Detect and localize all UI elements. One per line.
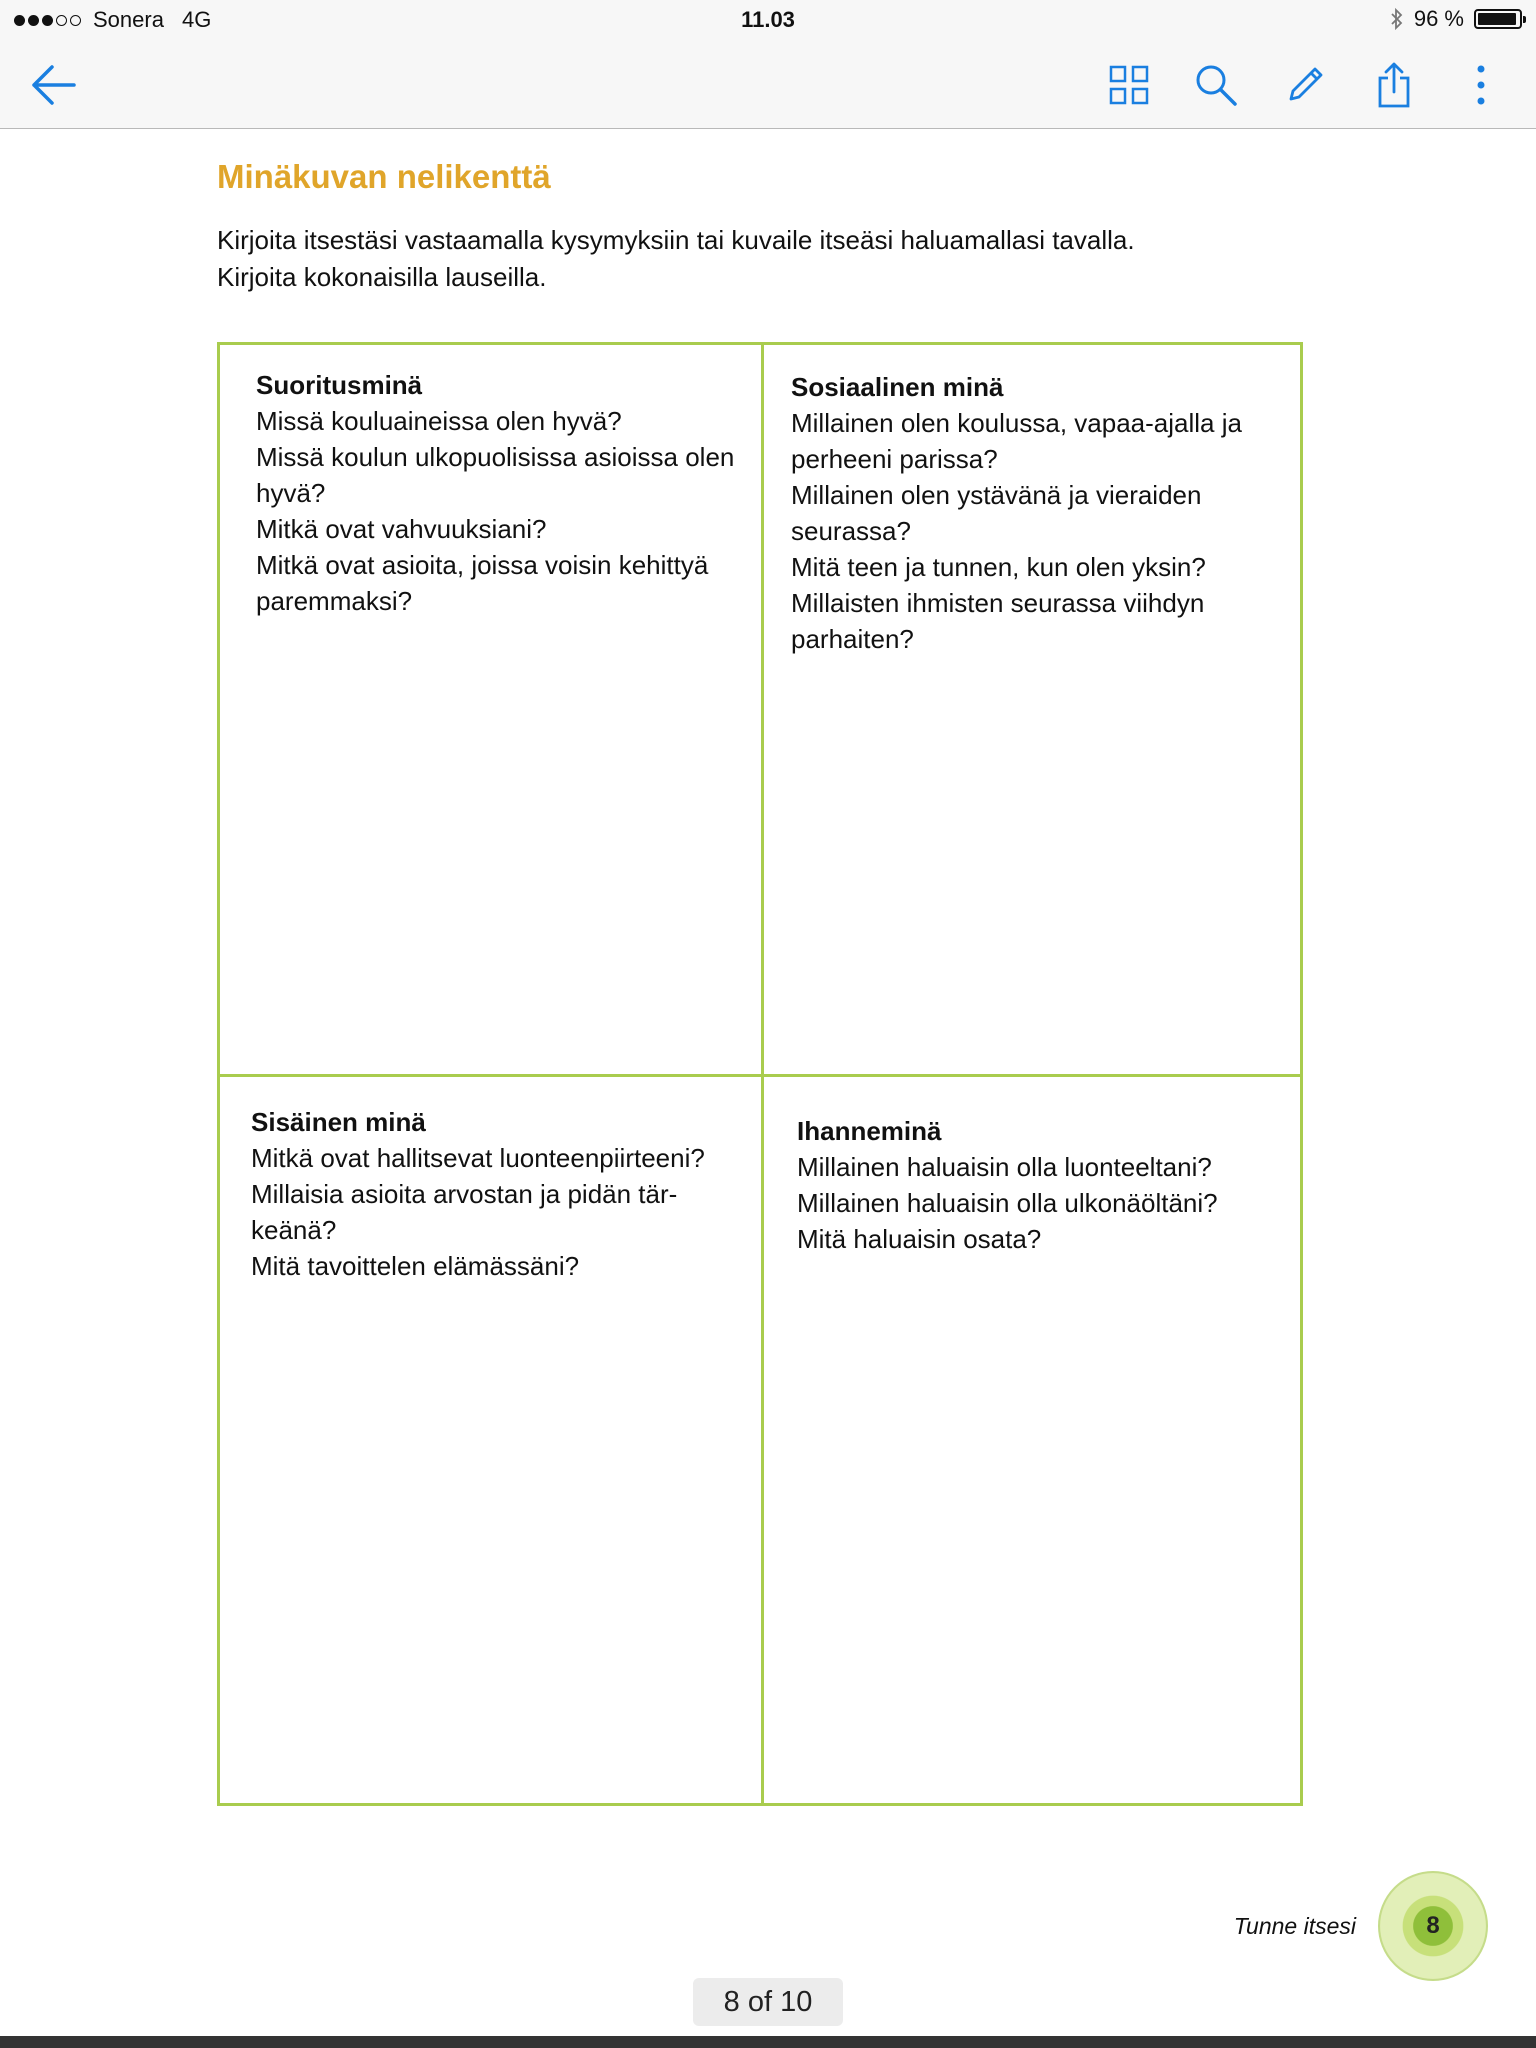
annotate-button[interactable] — [1278, 58, 1332, 112]
grid-icon — [1109, 65, 1149, 105]
quadrant-question: Millaisten ihmisten seurassa viihdyn parhaiten? — [791, 588, 1205, 654]
quadrant-question: Mitkä ovat asioita, joissa voisin kehittyä paremmaksi? — [256, 550, 709, 616]
share-icon — [1376, 62, 1412, 108]
more-button[interactable] — [1454, 58, 1508, 112]
quadrant-question: Millaisia asioita arvostan ja pidän tär-keänä? — [251, 1179, 678, 1245]
page-number-badge — [1378, 1871, 1488, 1981]
quadrant-title: Sosiaalinen minä — [791, 372, 1004, 402]
more-icon — [1475, 64, 1487, 106]
quadrant-question: Missä koulun ulkopuolisissa asioissa olen hyvä? — [256, 442, 735, 508]
footer-label: Tunne itsesi — [1233, 1913, 1356, 1939]
share-button[interactable] — [1367, 58, 1421, 112]
bottom-edge — [0, 2036, 1536, 2048]
quadrant-question: Millainen olen koulussa, vapaa-ajalla ja perheeni parissa? — [791, 408, 1242, 474]
pencil-icon — [1283, 63, 1327, 107]
quadrant-social-self[interactable] — [791, 369, 1281, 657]
quadrant-question: Millainen haluaisin olla ulkonäöltäni? — [797, 1188, 1218, 1218]
network-type: 4G — [181, 7, 212, 32]
quadrant-title: Sisäinen minä — [251, 1107, 426, 1137]
quadrant-ideal-self[interactable] — [797, 1113, 1287, 1257]
page-title: Minäkuvan nelikenttä — [217, 158, 551, 195]
quadrant-question: Mitä tavoittelen elämässäni? — [251, 1251, 580, 1281]
quadrant-performance-self[interactable] — [256, 367, 746, 619]
carrier-name: Sonera — [93, 7, 164, 32]
quadrant-question: Millainen olen ystävänä ja vieraiden seurassa? — [791, 480, 1202, 546]
page-indicator: 8 of 10 — [693, 1978, 843, 2026]
search-button[interactable] — [1189, 58, 1243, 112]
status-bar — [0, 0, 1536, 40]
intro-text: Kirjoita itsestäsi vastaamalla kysymyksiin tai kuvaile itseäsi haluamallasi tavalla. Kirjoita kokonaisilla lauseilla. — [217, 225, 1135, 292]
status-right — [1390, 6, 1522, 32]
toolbar — [0, 40, 1536, 129]
battery-fill — [1478, 13, 1516, 25]
clock: 11.03 — [741, 7, 795, 32]
bluetooth-icon — [1390, 7, 1404, 31]
battery-percentage: 96 % — [1413, 6, 1464, 31]
search-icon — [1194, 63, 1238, 107]
quadrant-inner-self[interactable] — [251, 1104, 746, 1284]
battery-icon — [1474, 9, 1522, 29]
quadrant-question: Mitä haluaisin osata? — [797, 1224, 1042, 1254]
back-arrow-icon — [30, 63, 78, 107]
grid-divider-horizontal — [220, 1074, 1300, 1077]
page-number: 8 — [1426, 1912, 1440, 1939]
self-image-grid — [217, 342, 1303, 1806]
quadrant-title: Ihanneminä — [797, 1116, 942, 1146]
back-button[interactable] — [27, 58, 81, 112]
quadrant-title: Suoritusminä — [256, 370, 423, 400]
thumbnails-button[interactable] — [1102, 58, 1156, 112]
quadrant-question: Mitkä ovat vahvuuksiani? — [256, 514, 547, 544]
quadrant-question: Mitä teen ja tunnen, kun olen yksin? — [791, 552, 1206, 582]
quadrant-question: Missä kouluaineissa olen hyvä? — [256, 406, 622, 436]
quadrant-question: Millainen haluaisin olla luonteeltani? — [797, 1152, 1212, 1182]
quadrant-question: Mitkä ovat hallitsevat luonteenpiirteeni? — [251, 1143, 705, 1173]
